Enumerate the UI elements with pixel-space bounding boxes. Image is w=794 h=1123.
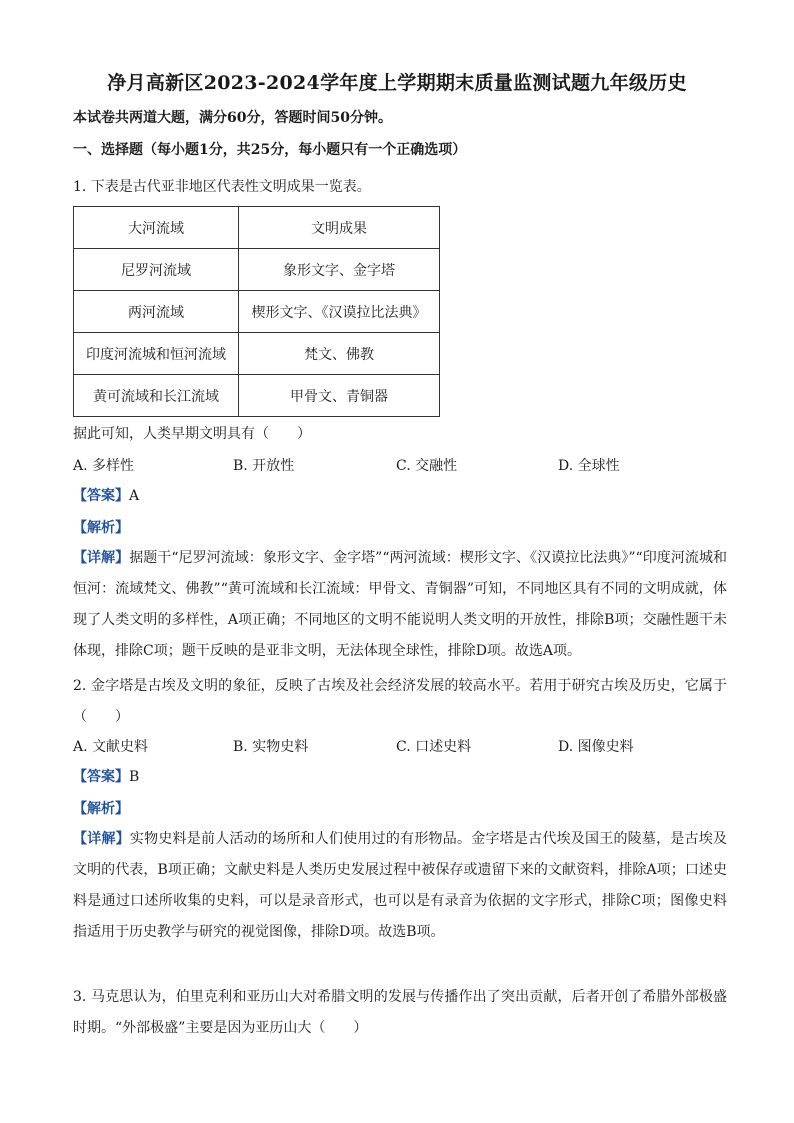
table-cell: 两河流域 [74, 291, 239, 333]
page-title: 净月高新区2023-2024学年度上学期期末质量监测试题九年级历史 [107, 72, 687, 94]
q1-option-c: C. 交融性 [396, 458, 458, 474]
q2-analysis-label [73, 799, 733, 819]
detail-text: 实物史料是前人活动的场所和人们使用过的有形物品。金字塔是古代埃及国王的陵墓，是古埃及文明的代表，B项正确；文献史料是人类历史发展过程中被保存或遗留下来的文献资料，排除A项；口述史料是通过口述所收集的史料，可以是录音形式，也可以是有录音为依据的文字形式，排除C项；图像史料指适用于历史教学与研究的视觉图像，排除D项。故选B项。 [73, 831, 727, 940]
answer-value: B [129, 769, 140, 785]
q1-question: 据此可知，人类早期文明具有（ ） [73, 426, 311, 442]
q2-option-c: C. 口述史料 [396, 739, 472, 755]
q1-answer [73, 486, 733, 506]
q2-answer [73, 767, 733, 787]
section-heading: 一、选择题（每小题1分，共25分，每小题只有一个正确选项） [73, 142, 467, 158]
table-header-row [74, 207, 440, 249]
q2-option-d: D. 图像史料 [558, 739, 634, 755]
detail-text: 据题干“尼罗河流域：象形文字、金字塔”“两河流域：楔形文字、《汉谟拉比法典》”“印度河流城和恒河：流域梵文、佛教”“黄可流域和长江流域：甲骨文、青铜器”可知，不同地区具有不同的文明成就，体现了人类文明的多样性，A项正确；不同地区的文明不能说明人类文明的开放性，排除B项；交融性题干未体现，排除C项；题干反映的是亚非文明，无法体现全球性，排除D项。故选A项。 [73, 550, 727, 659]
table-cell: 甲骨文、青铜器 [239, 375, 440, 417]
q1-detail [73, 543, 727, 667]
q1-stem: 1. 下表是古代亚非地区代表性文明成果一览表。 [73, 179, 371, 195]
exam-intro: 本试卷共两道大题，满分60分，答题时间50分钟。 [73, 110, 392, 126]
table-cell: 梵文、佛教 [239, 333, 440, 375]
q2-stem: 2. 金字塔是古埃及文明的象征，反映了古埃及社会经济发展的较高水平。若用于研究古埃及历史，它属于（ ） [73, 678, 727, 725]
analysis-label: 【解析】 [73, 520, 129, 536]
table-header-cell: 文明成果 [239, 207, 440, 249]
table-cell: 黄可流域和长江流域 [74, 375, 239, 417]
q1-option-a: A. 多样性 [73, 458, 135, 474]
detail-label: 【详解】 [73, 550, 130, 566]
table-row [74, 249, 440, 291]
analysis-label: 【解析】 [73, 801, 129, 817]
q1-option-d: D. 全球性 [558, 458, 620, 474]
table-header-cell: 大河流域 [74, 207, 239, 249]
table-cell: 印度河流城和恒河流域 [74, 333, 239, 375]
table-cell: 象形文字、金字塔 [239, 249, 440, 291]
table-cell: 尼罗河流域 [74, 249, 239, 291]
q2-option-a: A. 文献史料 [73, 739, 149, 755]
q1-option-b: B. 开放性 [233, 458, 295, 474]
table-row [74, 375, 440, 417]
table-row [74, 333, 440, 375]
detail-label: 【详解】 [73, 831, 130, 847]
table-cell: 楔形文字、《汉谟拉比法典》 [239, 291, 440, 333]
answer-label: 【答案】 [73, 769, 129, 785]
q3-stem: 3. 马克思认为，伯里克利和亚历山大对希腊文明的发展与传播作出了突出贡献，后者开创了希腊外部极盛时期。“外部极盛”主要是因为亚历山大（ ） [73, 989, 727, 1036]
civilization-table [73, 206, 440, 417]
q1-analysis-label [73, 518, 733, 538]
q2-option-b: B. 实物史料 [233, 739, 309, 755]
q2-detail [73, 824, 727, 948]
answer-value: A [129, 488, 140, 504]
answer-label: 【答案】 [73, 488, 129, 504]
table-row [74, 291, 440, 333]
